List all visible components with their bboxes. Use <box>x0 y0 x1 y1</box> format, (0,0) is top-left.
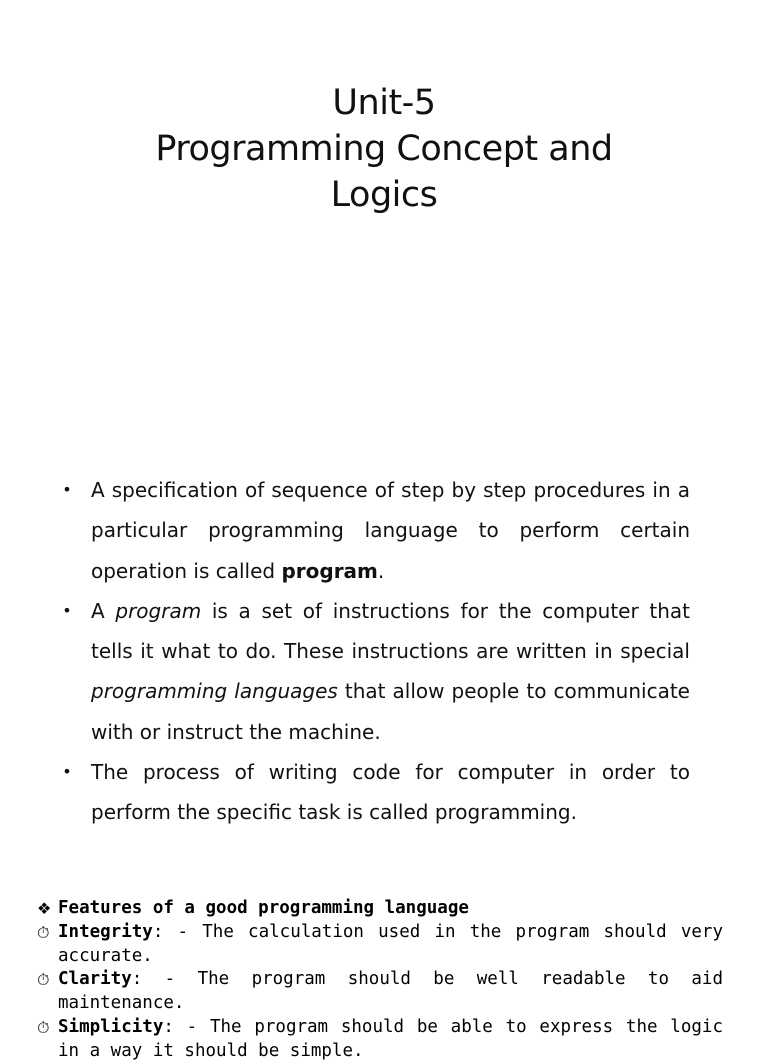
bullet-item-programming <box>60 752 690 833</box>
bullet-text: A specification of sequence of step by step procedures in a particular programming language to perform certain operation is called <box>91 478 690 583</box>
clock-icon: ⏱ <box>37 970 50 990</box>
feature-term: Simplicity <box>58 1016 164 1037</box>
bullet-item-program-instructions <box>60 591 690 752</box>
bullet-list <box>60 470 690 833</box>
title-line-2: Programming Concept and <box>155 129 613 169</box>
bullet-dot-icon: • <box>62 480 72 499</box>
feature-item-clarity <box>37 968 723 1016</box>
bullet-text: The process of writing code for computer in order to perform the specific task is called programming. <box>91 760 690 825</box>
bullet-dot-icon: • <box>62 600 72 620</box>
feature-desc: : - The program should be well readable to aid maintenance. <box>58 969 723 1014</box>
features-heading-row <box>37 897 723 921</box>
feature-term: Clarity <box>58 969 132 990</box>
bullet-text: A <box>91 598 116 623</box>
clock-icon: ⏱ <box>37 922 50 942</box>
bullet-italic-term: program <box>115 598 202 623</box>
feature-desc: : - The program should be able to express the logic in a way it should be simple. <box>58 1016 723 1061</box>
feature-term: Integrity <box>58 921 153 942</box>
slide-title <box>0 80 768 218</box>
bullet-item-program-definition <box>60 470 690 591</box>
bullet-dot-icon: • <box>62 762 72 782</box>
bullet-bold-term: program <box>281 558 378 583</box>
feature-desc: : - The calculation used in the program should very accurate. <box>58 921 723 966</box>
diamond-ornament-icon: ❖ <box>37 899 52 918</box>
bullet-text: is a set of instructions for the computer that tells it what to do. These instructions are written in special <box>91 598 690 664</box>
title-line-3: Logics <box>330 175 438 215</box>
feature-item-simplicity <box>37 1016 723 1064</box>
title-line-1: Unit-5 <box>332 83 436 123</box>
features-heading: Features of a good programming language <box>58 898 469 918</box>
bullet-italic-term: programming languages <box>91 679 338 704</box>
bullet-text: that allow people to communicate with or instruct the machine. <box>91 679 690 744</box>
features-section <box>37 897 723 1064</box>
bullet-text-end: . <box>377 558 385 583</box>
feature-item-integrity <box>37 921 723 969</box>
clock-icon: ⏱ <box>37 1017 50 1037</box>
